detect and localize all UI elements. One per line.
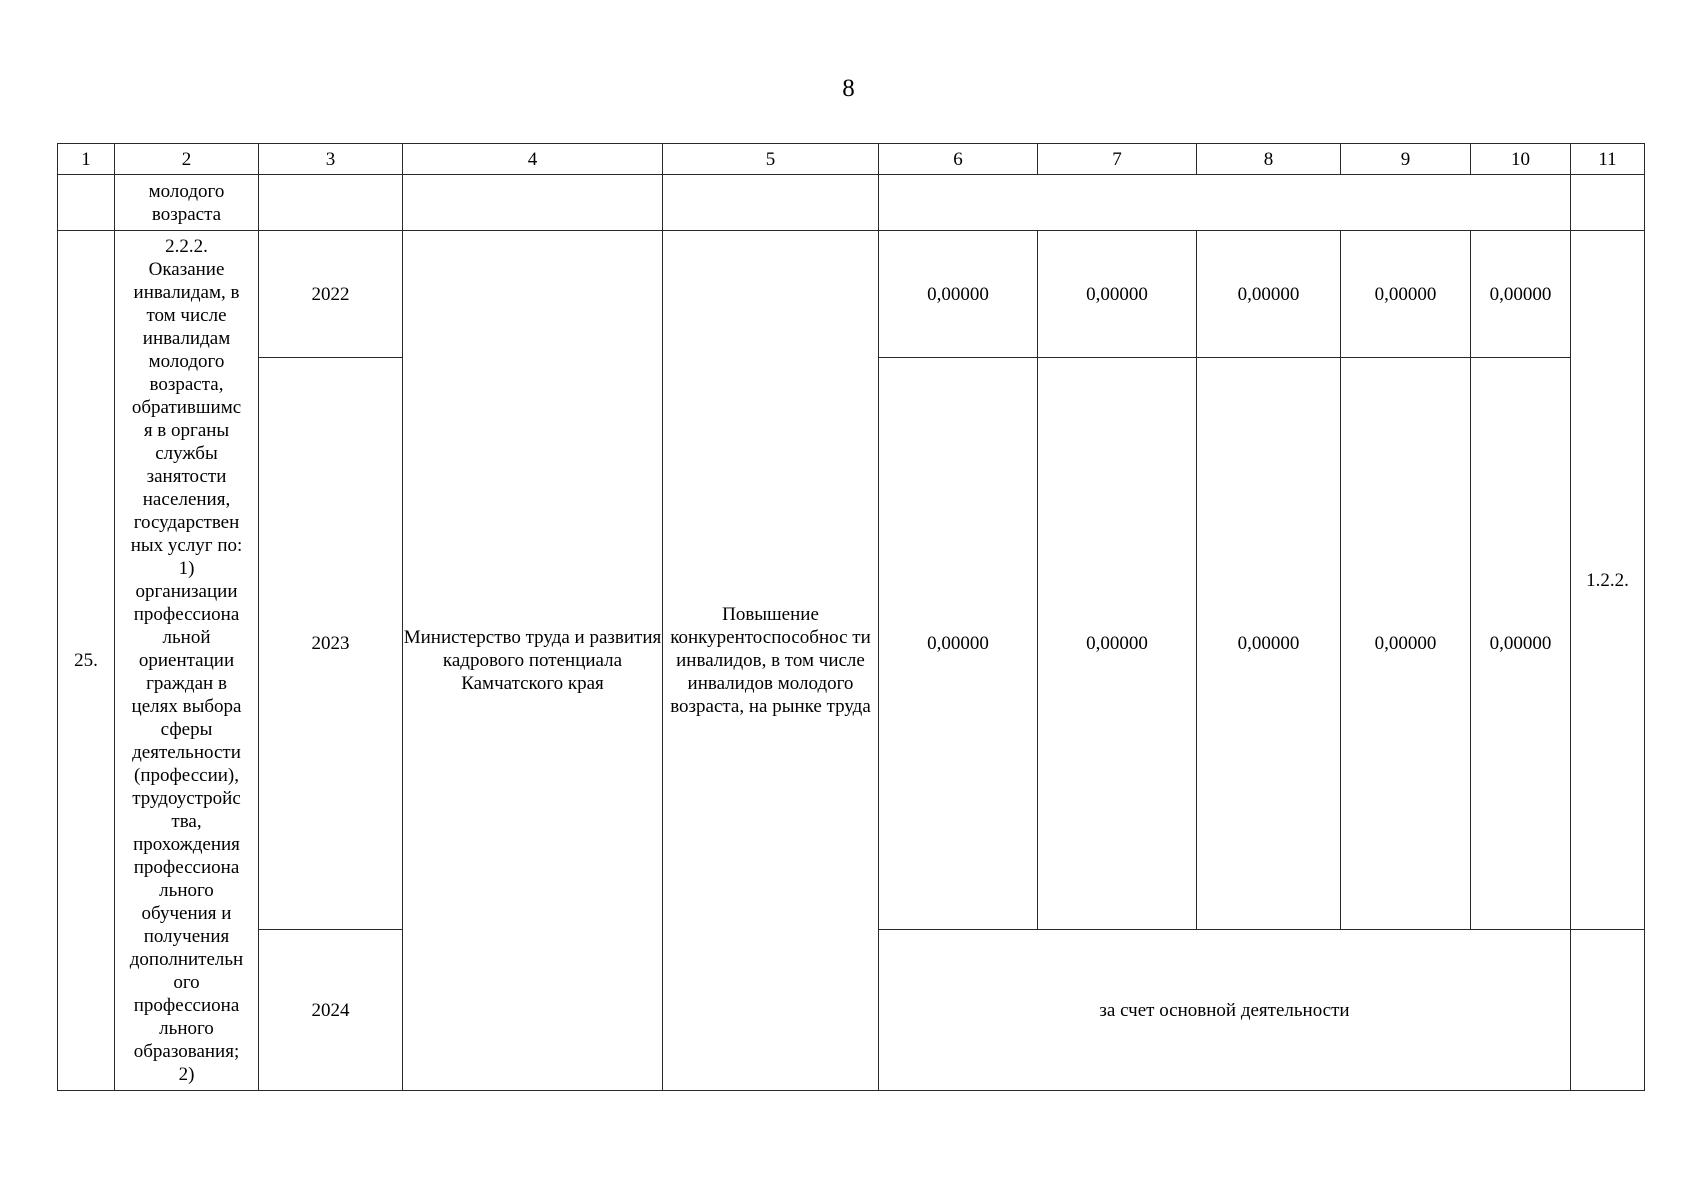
column-number: 10	[1471, 144, 1571, 175]
continuation-row	[58, 175, 1645, 231]
row-number: 25.	[58, 231, 115, 1091]
value-cell: 0,00000	[1038, 358, 1197, 930]
column-number: 3	[259, 144, 403, 175]
column-number: 11	[1571, 144, 1645, 175]
empty-cell	[879, 175, 1571, 231]
column-number: 1	[58, 144, 115, 175]
year-cell: 2024	[259, 930, 403, 1091]
empty-cell	[403, 175, 663, 231]
continuation-text: молодого возраста	[115, 175, 259, 231]
empty-cell	[663, 175, 879, 231]
column-number: 4	[403, 144, 663, 175]
executor-cell: Министерство труда и развития кадрового потенциала Камчатского края	[403, 231, 663, 1091]
column-number: 8	[1197, 144, 1341, 175]
column-number: 5	[663, 144, 879, 175]
empty-cell	[1571, 175, 1645, 231]
empty-cell	[259, 175, 403, 231]
empty-cell	[1571, 930, 1645, 1091]
result-cell: Повышение конкурентоспособнос ти инвалидов, в том числе инвалидов молодого возраста, на рынке труда	[663, 231, 879, 1091]
value-cell: 0,00000	[1038, 231, 1197, 358]
value-cell: 0,00000	[879, 358, 1038, 930]
value-cell: 0,00000	[1341, 231, 1471, 358]
link-cell: 1.2.2.	[1571, 231, 1645, 930]
table-row	[58, 231, 1645, 358]
column-number: 7	[1038, 144, 1197, 175]
column-number: 9	[1341, 144, 1471, 175]
measure-description: 2.2.2. Оказание инвалидам, в том числе инвалидам молодого возраста, обратившимс я в органы службы занятости населения, государствен ных услуг по: 1) организации профессиона льной ориентации граждан в целях выбора сферы деятельности (профессии), трудоустройс тва, прохождения профессиона льного обучения и получения дополнительн ого профессиона льного образования; 2)	[115, 231, 259, 1091]
value-cell: 0,00000	[1471, 231, 1571, 358]
column-number: 6	[879, 144, 1038, 175]
empty-cell	[58, 175, 115, 231]
column-number: 2	[115, 144, 259, 175]
funding-note: за счет основной деятельности	[879, 930, 1571, 1091]
value-cell: 0,00000	[1471, 358, 1571, 930]
column-number-row	[58, 144, 1645, 175]
year-cell: 2022	[259, 231, 403, 358]
value-cell: 0,00000	[879, 231, 1038, 358]
value-cell: 0,00000	[1197, 231, 1341, 358]
page-number: 8	[842, 75, 855, 102]
value-cell: 0,00000	[1197, 358, 1341, 930]
year-cell: 2023	[259, 358, 403, 930]
value-cell: 0,00000	[1341, 358, 1471, 930]
program-table	[57, 143, 1645, 1091]
